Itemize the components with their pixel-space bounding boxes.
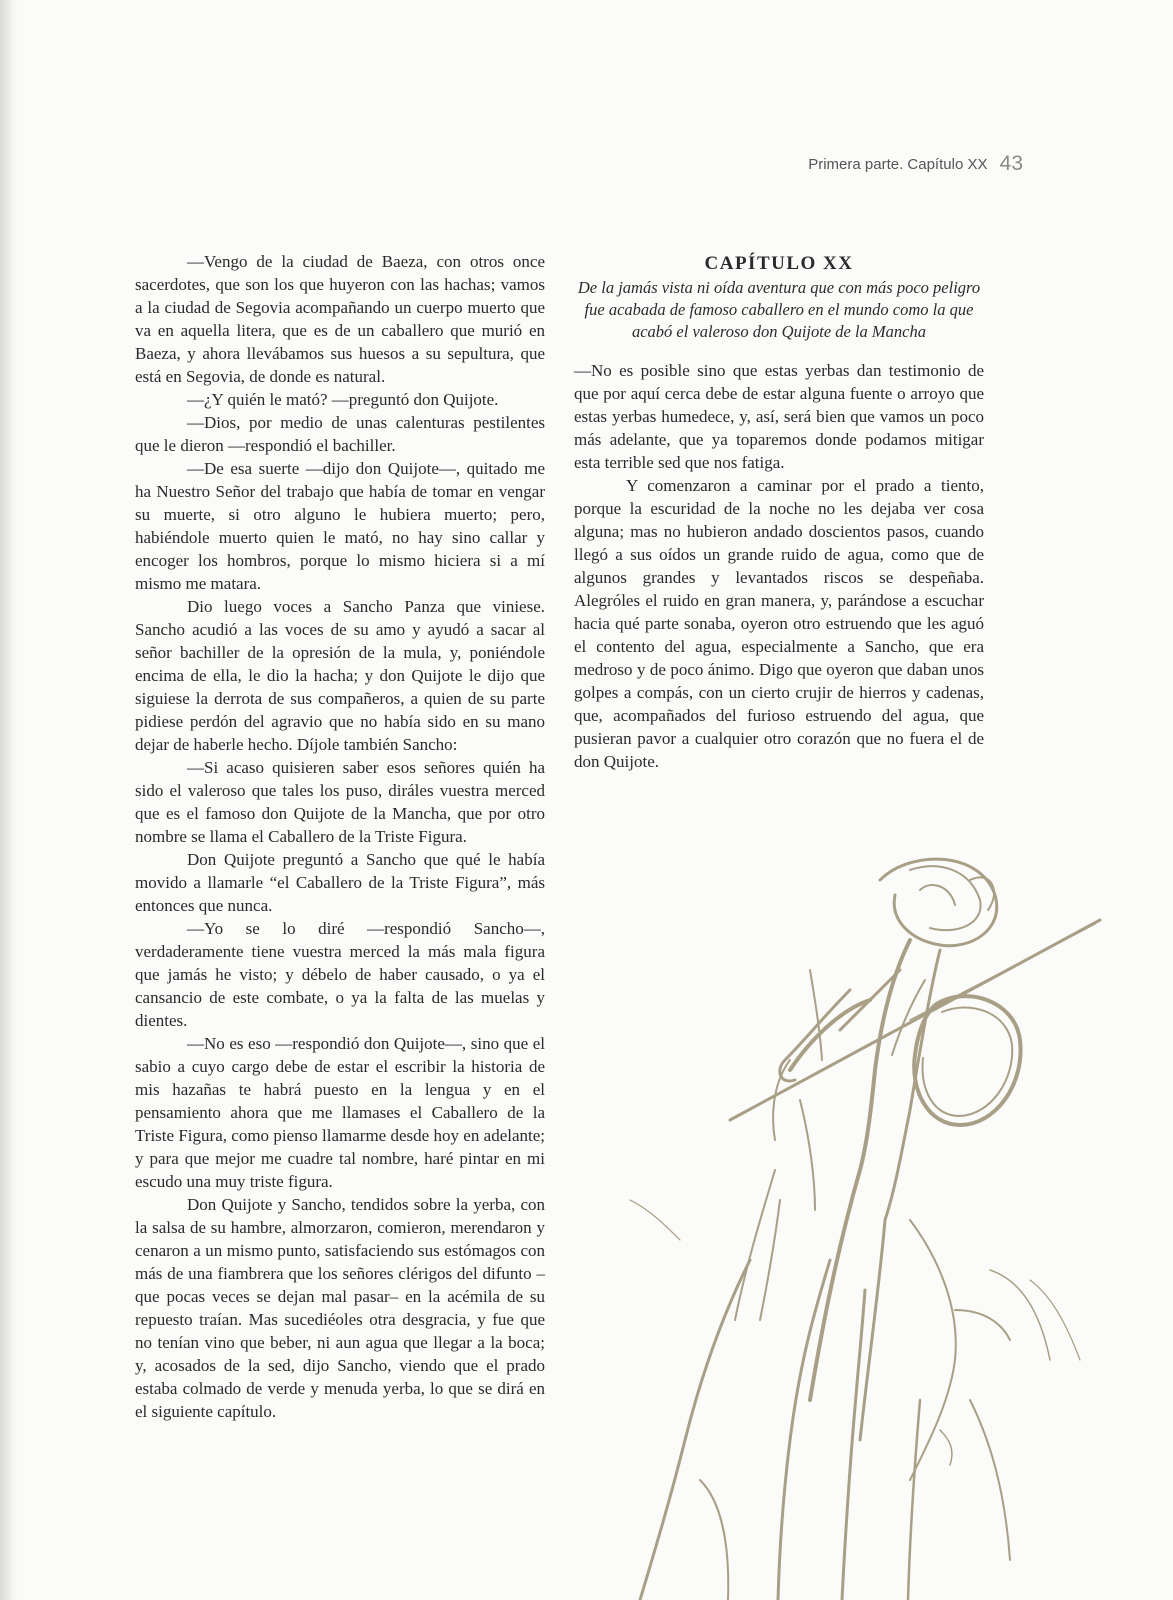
paragraph: —No es eso —respondió don Quijote—, sino que el sabio a cuyo cargo debe de estar el escribir la historia de mis hazañas te habrá puesto en la lengua y en el pensamiento ahora que me llamases el Caballero de la Triste Figura, como pienso llamarme desde hoy en adelante; y para que mejor me cuadre tal nombre, haré pintar en mi escudo una muy triste figura. [135, 1034, 545, 1191]
paragraph: —No es posible sino que estas yerbas dan testimonio de que por aquí cerca debe de estar alguna fuente o arroyo que estas yerbas humedece, y, así, será bien que vamos un poco más adelante, que ya toparemos donde podamos mitigar esta terrible sed que nos fatiga. [574, 361, 984, 472]
page-gutter-shadow [0, 0, 18, 1600]
paragraph: —¿Y quién le mató? —preguntó don Quijote. [187, 390, 499, 409]
chapter-title: CAPÍTULO XX [704, 253, 854, 274]
left-text-column [135, 250, 545, 1423]
chapter-subtitle: De la jamás vista ni oída aventura que con más poco peligro fue acabada de famoso caballero en el mundo como la que acabó el valeroso don Quijote de la Mancha [577, 278, 981, 341]
paragraph: Dio luego voces a Sancho Panza que viniese. Sancho acudió a las voces de su amo y ayudó a sacar al señor bachiller de la opresión de la mula, y, poniéndole encima de ella, le dio la hacha; y don Quijote le dijo que siguiese la derrota de sus compañeros, a quien de su parte pidiese perdón del agravio que no había sido en su mano dejar de haberle hecho. Díjole también Sancho: [135, 597, 545, 754]
paragraph: Don Quijote y Sancho, tendidos sobre la yerba, con la salsa de su hambre, almorzaron, comieron, merendaron y cenaron a un mismo punto, satisfaciendo sus estómagos con más de una fiambrera que los señores clérigos del difunto –que pocas veces se dejan mal pasar– en la acémila de su repuesto traían. Mas sucediéoles otra desgracia, y fue que no tenían vino que beber, ni aun agua que llegar a la boca; y, acosados de la sed, dijo Sancho, viendo que el prado estaba colmado de verde y menuda yerba, lo que se dirá en el siguiente capítulo. [135, 1195, 545, 1421]
paragraph: —Si acaso quisieren saber esos señores quién ha sido el valeroso que tales los puso, diráles vuestra merced que es el famoso don Quijote de la Mancha, que por otro nombre se llama el Caballero de la Triste Figura. [135, 758, 545, 846]
running-header [808, 152, 1023, 176]
paragraph: Don Quijote preguntó a Sancho que qué le había movido a llamarle “el Caballero de la Triste Figura”, más entonces que nunca. [135, 850, 545, 915]
running-title: Primera parte. Capítulo XX [808, 156, 988, 173]
paragraph: —Dios, por medio de unas calenturas pestilentes que le dieron —respondió el bachiller. [135, 413, 545, 455]
page-number: 43 [999, 152, 1023, 175]
quijote-sketch-illustration [610, 840, 1130, 1600]
right-text-column [574, 252, 984, 773]
paragraph: —Vengo de la ciudad de Baeza, con otros once sacerdotes, que son los que huyeron con las hachas; vamos a la ciudad de Segovia acompañando un cuerpo muerto que va en aquella litera, que es de un caballero que murió en Baeza, y ahora llevábamos sus huesos a su sepultura, que está en Segovia, de donde es natural. [135, 252, 545, 386]
paragraph: —De esa suerte —dijo don Quijote—, quitado me ha Nuestro Señor del trabajo que había de tomar en vengar su muerte, si otro alguno le hubiera muerto; pero, habiéndole muerto quien le mató, no hay sino callar y encoger los hombros, porque lo mismo hiciera si a mí mismo me matara. [135, 459, 545, 593]
paragraph: —Yo se lo diré —respondió Sancho—, verdaderamente tiene vuestra merced la más mala figura que jamás he visto; y débelo de haber causado, o ya el cansancio de este combate, o ya la falta de las muelas y dientes. [135, 919, 545, 1030]
paragraph: Y comenzaron a caminar por el prado a tiento, porque la escuridad de la noche no les dejaba ver cosa alguna; mas no hubieron andado doscientos pasos, cuando llegó a sus oídos un grande ruido de agua, como que de algunos grandes y levantados riscos se despeñaba. Alegróles el ruido en gran manera, y, parándose a escuchar hacia qué parte sonaba, oyeron otro estruendo que les aguó el contento del agua, especialmente a Sancho, que era medroso y de poco ánimo. Digo que oyeron que daban unos golpes a compás, con un cierto crujir de hierros y cadenas, que, acompañados del furioso estruendo del agua, que pusieran pavor a cualquier otro corazón que no fuera el de don Quijote. [574, 476, 984, 771]
